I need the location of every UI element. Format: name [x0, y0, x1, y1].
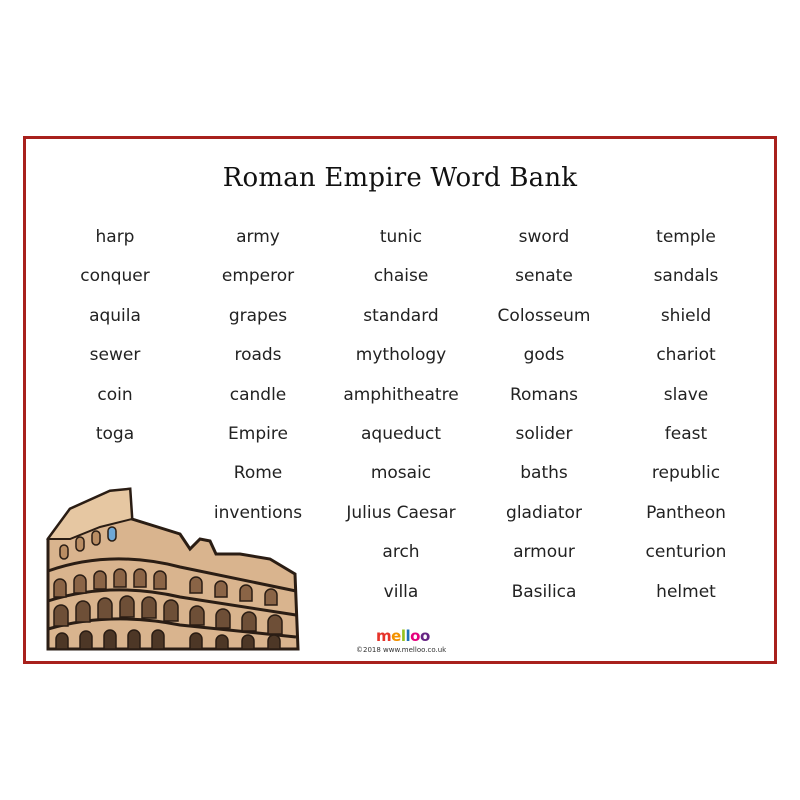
word-item: armour	[513, 542, 575, 563]
word-item: chaise	[373, 266, 429, 287]
word-item: gladiator	[506, 502, 582, 523]
word-item: republic	[651, 463, 721, 484]
word-item: toga	[95, 424, 135, 444]
word-item: centurion	[645, 542, 727, 563]
word-item: grapes	[228, 305, 288, 326]
word-item: shield	[660, 305, 712, 326]
word-item: temple	[656, 227, 716, 247]
word-item: senate	[515, 266, 573, 287]
colosseum-illustration	[40, 479, 302, 657]
word-item: sandals	[653, 266, 719, 287]
word-item: helmet	[656, 581, 716, 602]
word-item: sewer	[89, 345, 141, 366]
word-item: villa	[383, 581, 419, 602]
word-item: conquer	[80, 266, 150, 287]
word-item: arch	[382, 542, 420, 563]
word-item: Empire	[228, 424, 288, 444]
word-item: Basilica	[511, 581, 577, 602]
copyright-text: ©2018 www.melloo.co.uk	[356, 646, 447, 654]
word-item: mythology	[355, 345, 447, 366]
word-item: coin	[97, 384, 133, 405]
word-item: standard	[363, 305, 439, 326]
word-item: feast	[664, 424, 708, 444]
word-item: aqueduct	[360, 424, 442, 444]
word-item: emperor	[221, 266, 295, 287]
word-item: tunic	[379, 227, 423, 247]
word-item: mosaic	[370, 463, 432, 484]
word-item: solider	[515, 424, 573, 444]
word-item: inventions	[213, 502, 303, 523]
word-item: gods	[523, 345, 565, 366]
word-item: amphitheatre	[343, 384, 459, 405]
word-item: Pantheon	[646, 502, 726, 523]
word-item: aquila	[89, 305, 141, 326]
word-item: chariot	[656, 345, 716, 366]
word-item: slave	[663, 384, 709, 405]
word-item: sword	[518, 227, 570, 247]
word-item: candle	[229, 384, 287, 405]
word-item: harp	[95, 227, 135, 247]
word-item: Julius Caesar	[346, 502, 456, 523]
word-item: Romans	[509, 384, 579, 405]
word-item: Rome	[233, 463, 283, 484]
word-item: roads	[234, 345, 282, 366]
word-item: army	[236, 227, 280, 247]
word-item: Colosseum	[497, 305, 591, 326]
word-item: baths	[520, 463, 568, 484]
word-bank-card	[23, 136, 777, 664]
page-title: Roman Empire Word Bank	[222, 163, 578, 193]
melloo-logo: melloo	[376, 627, 430, 645]
